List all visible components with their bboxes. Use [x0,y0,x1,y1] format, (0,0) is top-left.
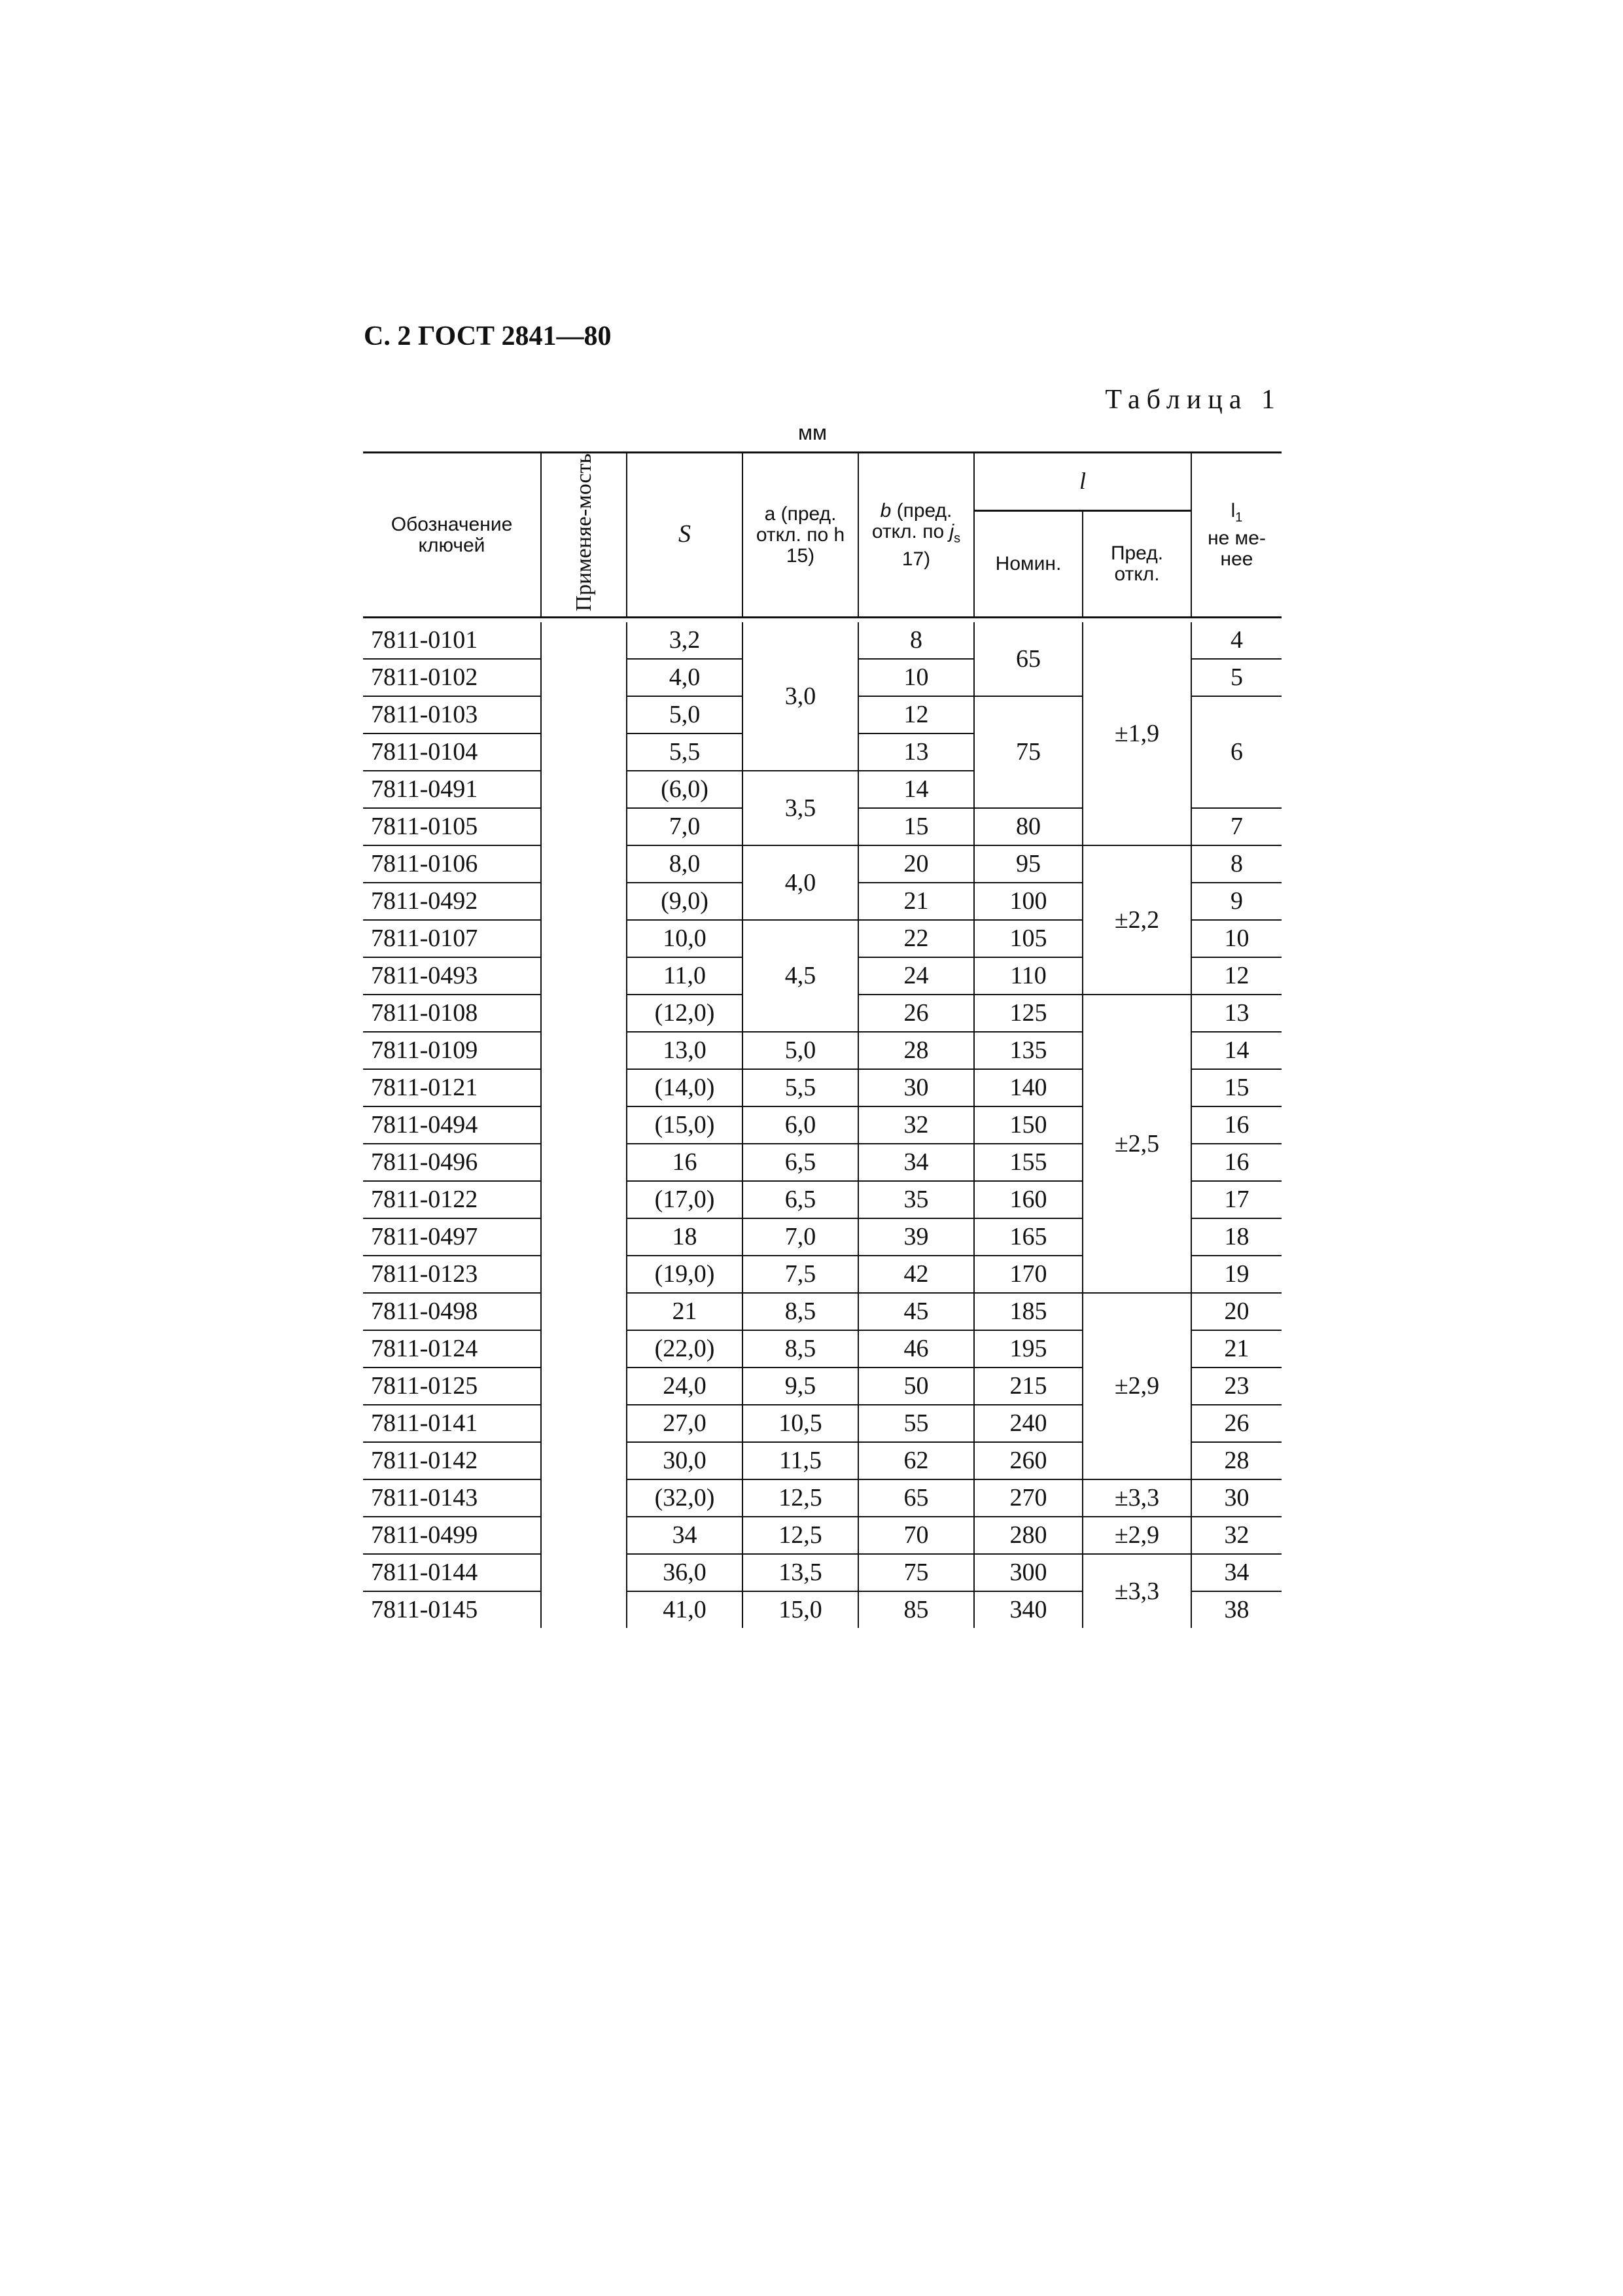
s-cell: 30,0 [627,1442,742,1479]
s-cell: 41,0 [627,1591,742,1628]
l1-cell: 9 [1191,883,1282,920]
l-cell: 65 [974,622,1083,696]
a-cell: 11,5 [742,1442,858,1479]
dev-cell: ±2,5 [1083,995,1191,1293]
dev-cell: ±3,3 [1083,1479,1191,1517]
b-cell: 12 [858,696,974,733]
l-cell: 215 [974,1368,1083,1405]
applicability-cell [541,845,627,883]
l-cell: 170 [974,1256,1083,1293]
dev-cell: ±2,9 [1083,1293,1191,1479]
applicability-cell [541,995,627,1032]
a-cell: 10,5 [742,1405,858,1442]
s-cell: (14,0) [627,1069,742,1106]
designation-cell: 7811-0102 [363,659,541,696]
l1-cell: 16 [1191,1106,1282,1144]
s-cell: 3,2 [627,622,742,659]
l1-cell: 32 [1191,1517,1282,1554]
col-l [974,453,1191,511]
b-cell: 14 [858,771,974,808]
l1-cell: 7 [1191,808,1282,845]
l-cell: 300 [974,1554,1083,1591]
a-cell: 8,5 [742,1293,858,1330]
designation-cell: 7811-0498 [363,1293,541,1330]
l-cell: 165 [974,1218,1083,1256]
b-js-sub: s [954,531,961,546]
l1-cell: 8 [1191,845,1282,883]
l1-cell: 28 [1191,1442,1282,1479]
l-cell: 340 [974,1591,1083,1628]
s-cell: (17,0) [627,1181,742,1218]
l-cell: 95 [974,845,1083,883]
l-cell: 140 [974,1069,1083,1106]
b-letter: b [880,499,892,521]
s-label: S [678,520,691,548]
l1-cell: 15 [1191,1069,1282,1106]
designation-cell: 7811-0141 [363,1405,541,1442]
l1-cell: 23 [1191,1368,1282,1405]
applicability-cell [541,622,627,659]
b-cell: 70 [858,1517,974,1554]
s-cell: 21 [627,1293,742,1330]
designation-cell: 7811-0125 [363,1368,541,1405]
b-cell: 46 [858,1330,974,1368]
designation-cell: 7811-0109 [363,1032,541,1069]
col-b [858,453,974,618]
l1-sub: 1 [1235,510,1243,525]
b-cell: 62 [858,1442,974,1479]
l1-cell: 5 [1191,659,1282,696]
l1-cell: 20 [1191,1293,1282,1330]
designation-cell: 7811-0103 [363,696,541,733]
a-cell: 5,5 [742,1069,858,1106]
designation-cell: 7811-0494 [363,1106,541,1144]
b-js: j [949,520,954,542]
a-cell: 8,5 [742,1330,858,1368]
designation-cell: 7811-0122 [363,1181,541,1218]
col-s [627,453,742,618]
dimensions-table [363,451,1282,1628]
applicability-cell [541,920,627,957]
designation-cell: 7811-0143 [363,1479,541,1517]
a-cell: 4,0 [742,845,858,920]
designation-cell: 7811-0121 [363,1069,541,1106]
applicability-cell [541,1069,627,1106]
applicability-cell [541,771,627,808]
designation-cell: 7811-0108 [363,995,541,1032]
l-label: l [1079,467,1087,494]
b-cell: 15 [858,808,974,845]
applicability-cell [541,1032,627,1069]
l-cell: 280 [974,1517,1083,1554]
s-cell: (22,0) [627,1330,742,1368]
s-cell: 27,0 [627,1405,742,1442]
l-cell: 150 [974,1106,1083,1144]
table-body [363,618,1282,1629]
s-cell: (15,0) [627,1106,742,1144]
s-cell: 16 [627,1144,742,1181]
l-cell: 195 [974,1330,1083,1368]
l-cell: 160 [974,1181,1083,1218]
table-title: Таблица 1 [1105,385,1282,415]
s-cell: 13,0 [627,1032,742,1069]
b-cell: 42 [858,1256,974,1293]
l1-cell: 38 [1191,1591,1282,1628]
s-cell: 24,0 [627,1368,742,1405]
designation-cell: 7811-0491 [363,771,541,808]
applicability-cell [541,1442,627,1479]
s-cell: (19,0) [627,1256,742,1293]
applicability-cell [541,1256,627,1293]
designation-cell: 7811-0492 [363,883,541,920]
a-cell: 3,0 [742,622,858,771]
table-row [363,845,1282,883]
a-cell: 6,5 [742,1144,858,1181]
applicability-cell [541,659,627,696]
l-cell: 185 [974,1293,1083,1330]
s-cell: 10,0 [627,920,742,957]
applicability-cell [541,1517,627,1554]
page-header: С. 2 ГОСТ 2841—80 [364,321,612,351]
col-l-dev: Пред. откл. [1083,511,1191,618]
s-cell: 18 [627,1218,742,1256]
b-cell: 24 [858,957,974,995]
table-row [363,1479,1282,1517]
designation-cell: 7811-0124 [363,1330,541,1368]
designation-cell: 7811-0144 [363,1554,541,1591]
designation-cell: 7811-0105 [363,808,541,845]
s-cell: 5,5 [627,733,742,771]
l-cell: 105 [974,920,1083,957]
a-cell: 6,5 [742,1181,858,1218]
b-cell: 39 [858,1218,974,1256]
a-cell: 9,5 [742,1368,858,1405]
b-cell: 30 [858,1069,974,1106]
b-cell: 10 [858,659,974,696]
l1-letter: l [1230,499,1236,521]
b-cell: 45 [858,1293,974,1330]
designation-cell: 7811-0107 [363,920,541,957]
s-cell: (9,0) [627,883,742,920]
a-cell: 12,5 [742,1517,858,1554]
designation-cell: 7811-0106 [363,845,541,883]
dev-cell: ±2,9 [1083,1517,1191,1554]
s-cell: (32,0) [627,1479,742,1517]
l1-cell: 6 [1191,696,1282,808]
applicability-cell [541,1144,627,1181]
applicability-cell [541,696,627,733]
b-cell: 35 [858,1181,974,1218]
b-end: 17) [901,548,931,570]
l1-cell: 30 [1191,1479,1282,1517]
col-applicability [541,453,627,618]
designation-cell: 7811-0499 [363,1517,541,1554]
dev-cell: ±2,2 [1083,845,1191,995]
a-cell: 6,0 [742,1106,858,1144]
units-label: мм [798,421,827,444]
designation-cell: 7811-0497 [363,1218,541,1256]
col-designation: Обозначение ключей [363,453,541,618]
b-cell: 50 [858,1368,974,1405]
applicability-cell [541,1181,627,1218]
a-cell: 4,5 [742,920,858,1032]
s-cell: 4,0 [627,659,742,696]
applicability-label: Применяе-мость [571,453,596,612]
l1-cell: 26 [1191,1405,1282,1442]
applicability-cell [541,957,627,995]
b-cell: 21 [858,883,974,920]
l1-cell: 10 [1191,920,1282,957]
table-row [363,1517,1282,1554]
s-cell: 34 [627,1517,742,1554]
l-cell: 135 [974,1032,1083,1069]
table-row [363,1293,1282,1330]
dev-cell: ±1,9 [1083,622,1191,845]
l1-cell: 14 [1191,1032,1282,1069]
s-cell: 7,0 [627,808,742,845]
b-cell: 65 [858,1479,974,1517]
b-cell: 22 [858,920,974,957]
applicability-cell [541,1218,627,1256]
b-cell: 32 [858,1106,974,1144]
l1-cell: 16 [1191,1144,1282,1181]
s-cell: (6,0) [627,771,742,808]
s-cell: 5,0 [627,696,742,733]
l1-cell: 13 [1191,995,1282,1032]
l-cell: 125 [974,995,1083,1032]
b-cell: 85 [858,1591,974,1628]
applicability-cell [541,1479,627,1517]
applicability-cell [541,733,627,771]
designation-cell: 7811-0123 [363,1256,541,1293]
l1-cell: 18 [1191,1218,1282,1256]
l-cell: 110 [974,957,1083,995]
l1-text: не ме-нее [1208,527,1266,570]
l-cell: 100 [974,883,1083,920]
col-a: а (пред. откл. по h 15) [742,453,858,618]
b-cell: 13 [858,733,974,771]
col-l-nom: Номин. [974,511,1083,618]
table-row [363,622,1282,659]
s-cell: 8,0 [627,845,742,883]
s-cell: 36,0 [627,1554,742,1591]
applicability-cell [541,808,627,845]
applicability-cell [541,1554,627,1591]
designation-cell: 7811-0142 [363,1442,541,1479]
b-cell: 75 [858,1554,974,1591]
l1-cell: 21 [1191,1330,1282,1368]
dev-cell: ±3,3 [1083,1554,1191,1628]
b-cell: 28 [858,1032,974,1069]
a-cell: 7,0 [742,1218,858,1256]
designation-cell: 7811-0101 [363,622,541,659]
designation-cell: 7811-0496 [363,1144,541,1181]
b-cell: 34 [858,1144,974,1181]
l1-cell: 4 [1191,622,1282,659]
a-cell: 5,0 [742,1032,858,1069]
l-cell: 155 [974,1144,1083,1181]
l-cell: 270 [974,1479,1083,1517]
l-cell: 260 [974,1442,1083,1479]
a-cell: 15,0 [742,1591,858,1628]
l1-cell: 34 [1191,1554,1282,1591]
a-cell: 12,5 [742,1479,858,1517]
b-cell: 55 [858,1405,974,1442]
l-cell: 240 [974,1405,1083,1442]
a-cell: 7,5 [742,1256,858,1293]
applicability-cell [541,1106,627,1144]
l1-cell: 17 [1191,1181,1282,1218]
l-cell: 80 [974,808,1083,845]
designation-cell: 7811-0493 [363,957,541,995]
l1-cell: 12 [1191,957,1282,995]
a-cell: 3,5 [742,771,858,845]
applicability-cell [541,1330,627,1368]
a-cell: 13,5 [742,1554,858,1591]
b-text: (пред. откл. по [871,499,952,542]
l-cell: 75 [974,696,1083,808]
col-l1 [1191,453,1282,618]
l1-cell: 19 [1191,1256,1282,1293]
s-cell: 11,0 [627,957,742,995]
applicability-cell [541,1293,627,1330]
applicability-cell [541,1405,627,1442]
designation-cell: 7811-0145 [371,1596,478,1623]
s-cell: (12,0) [627,995,742,1032]
applicability-cell [541,1368,627,1405]
applicability-cell [541,883,627,920]
b-cell: 8 [858,622,974,659]
applicability-cell [541,1591,627,1628]
designation-cell: 7811-0104 [363,733,541,771]
b-cell: 20 [858,845,974,883]
b-cell: 26 [858,995,974,1032]
table-row [363,1554,1282,1591]
